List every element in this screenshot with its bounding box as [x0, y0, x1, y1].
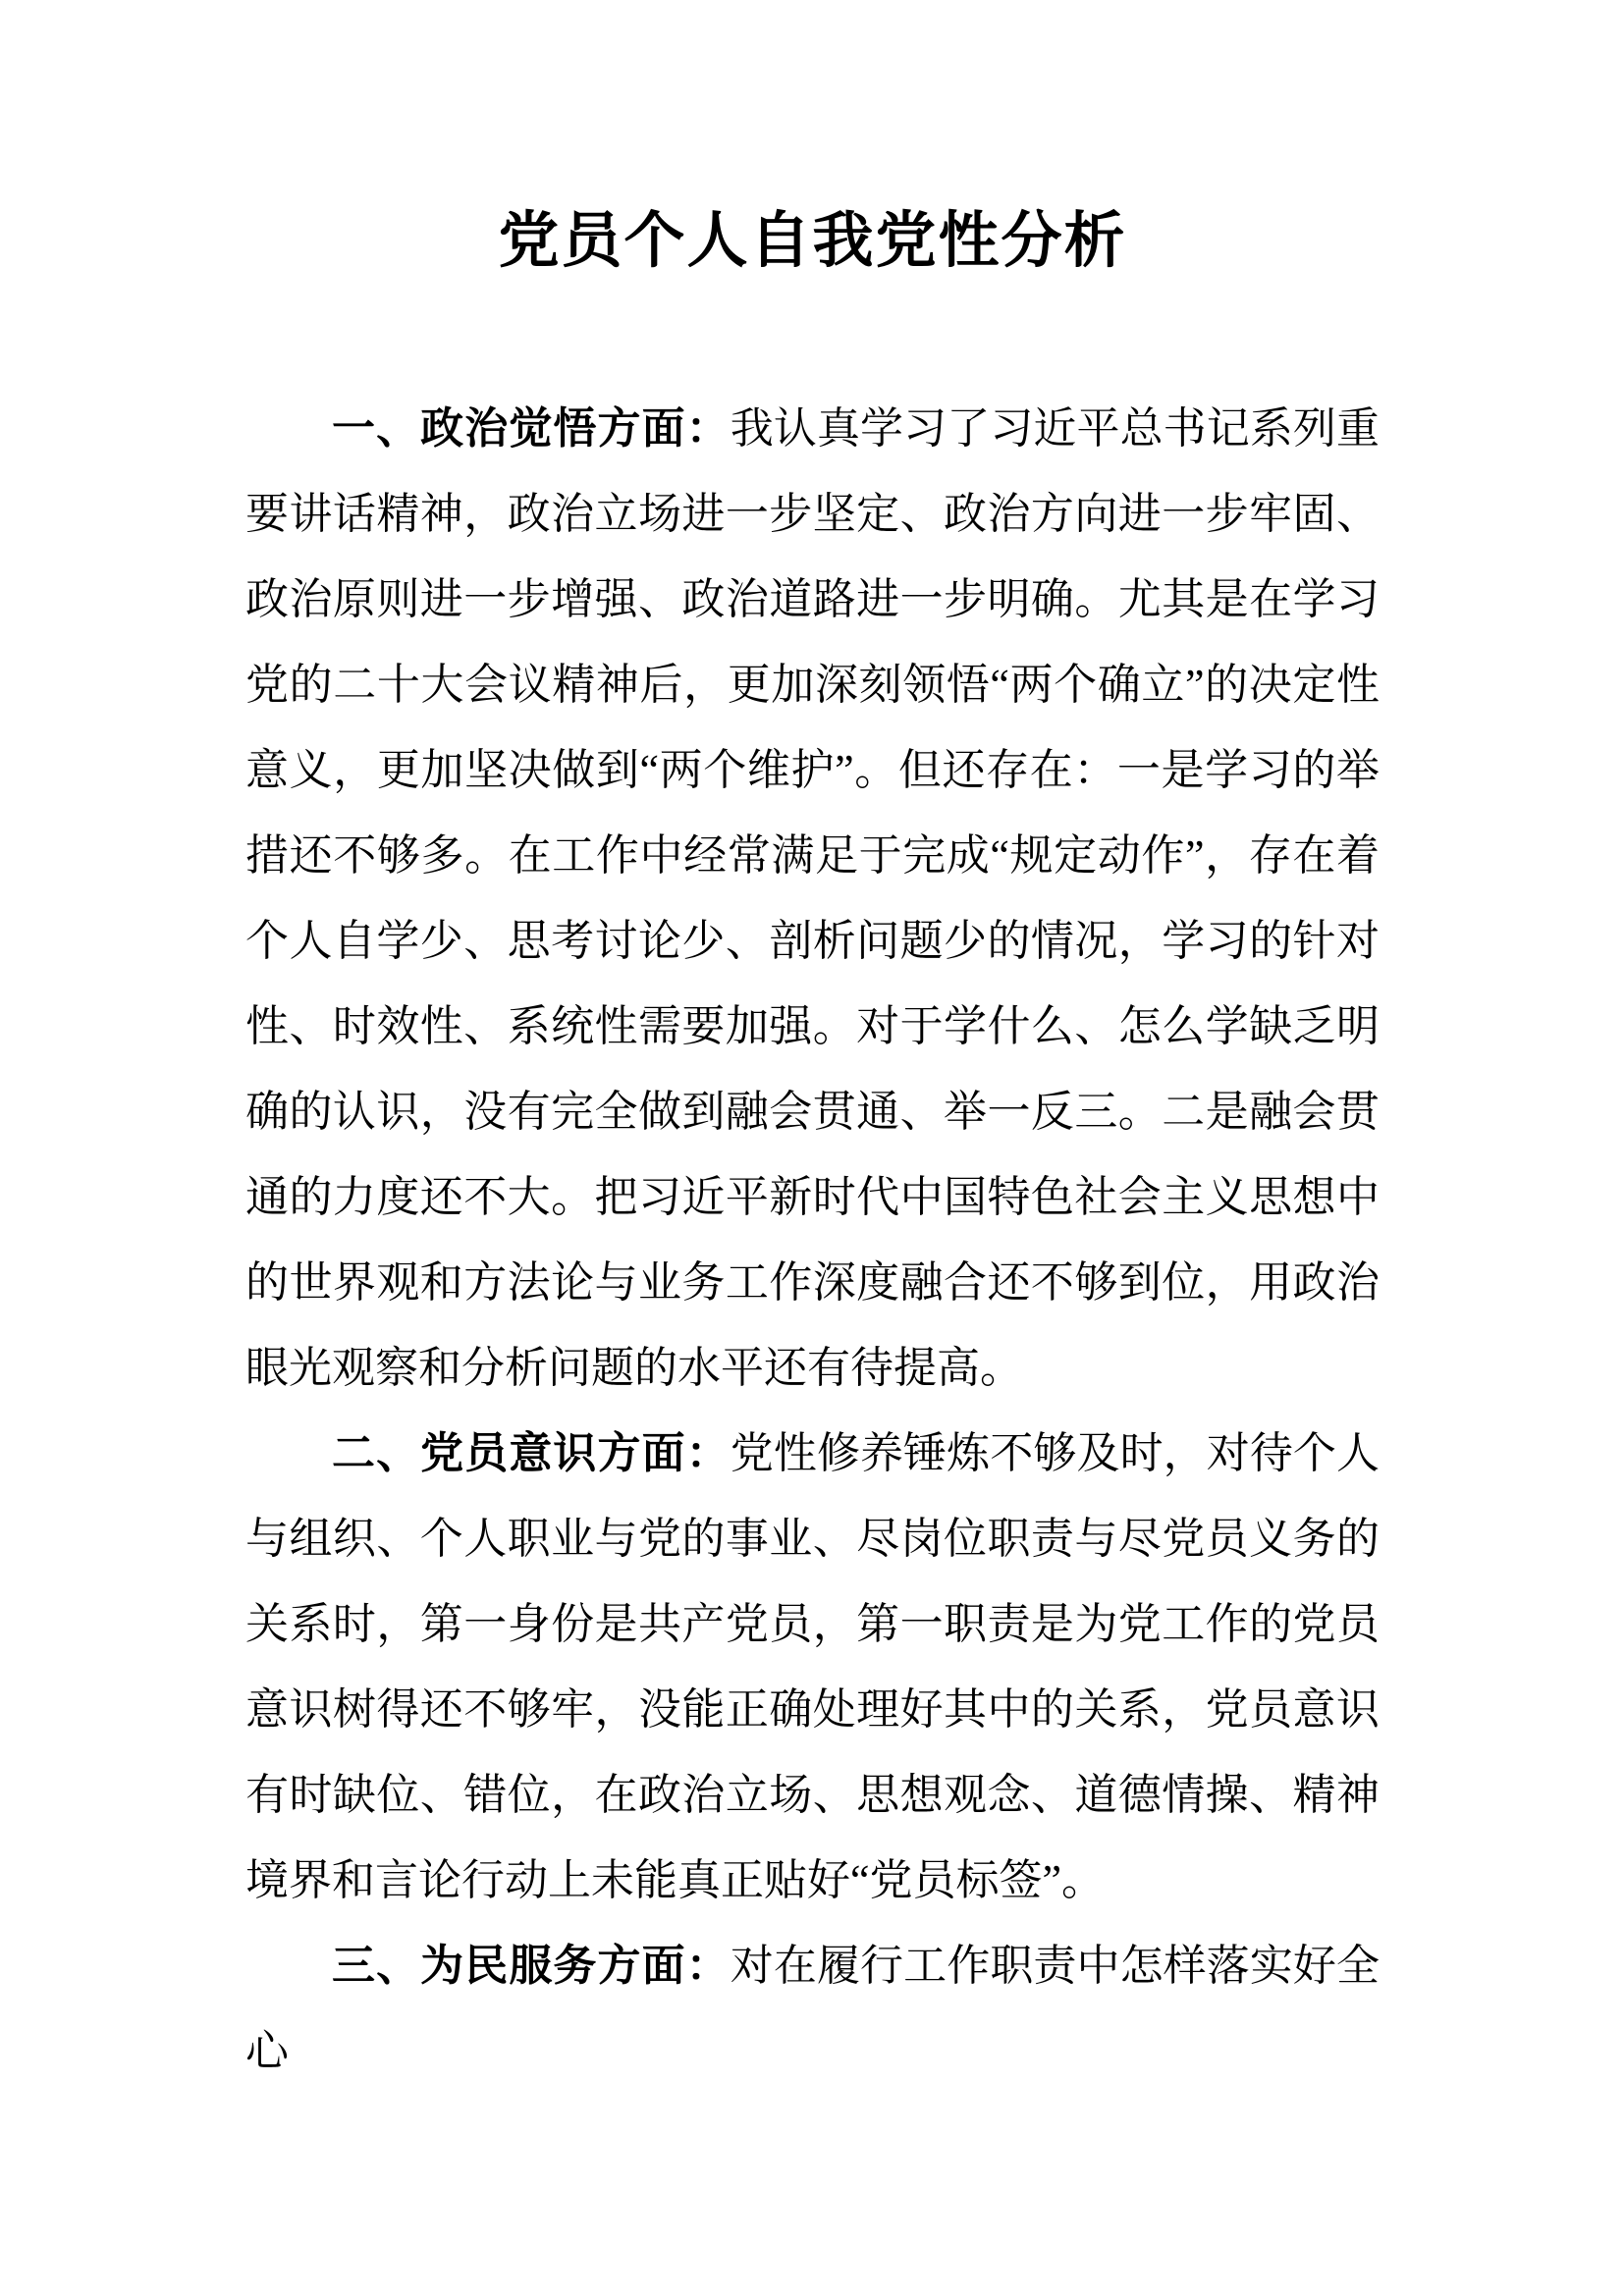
section-body-2: 党性修养锤炼不够及时，对待个人与组织、个人职业与党的事业、尽岗位职责与尽党员义务的关系时，第一身份是共产党员，第一职责是为党工作的党员意识树得还不够牢，没能正确处理好其中的关系，党员意识有时缺位、错位，在政治立场、思想观念、道德情操、精神境界和言论行动上未能真正贴好“党员标签”。 — [245, 1429, 1380, 1904]
section-heading-3: 三、为民服务方面： — [332, 1942, 731, 1990]
section-body-3: 对在履行工作职责中怎样落实好全心 — [245, 1942, 1380, 2075]
paragraph-serving-people — [245, 1923, 1380, 2094]
document-title: 党员个人自我党性分析 — [498, 208, 1127, 275]
section-heading-1: 一、政治觉悟方面： — [332, 404, 731, 453]
section-heading-2: 二、党员意识方面： — [332, 1429, 731, 1477]
paragraph-political-awareness — [245, 386, 1380, 1411]
section-body-1: 我认真学习了习近平总书记系列重要讲话精神，政治立场进一步坚定、政治方向进一步牢固、政治原则进一步增强、政治道路进一步明确。尤其是在学习党的二十大会议精神后，更加深刻领悟“两个确立”的决定性意义，更加坚决做到“两个维护”。但还存在：一是学习的举措还不够多。在工作中经常满足于完成“规定动作”，存在着个人自学少、思考讨论少、剖析问题少的情况，学习的针对性、时效性、系统性需要加强。对于学什么、怎么学缺乏明确的认识，没有完全做到融会贯通、举一反三。二是融会贯通的力度还不大。把习近平新时代中国特色社会主义思想中的世界观和方法论与业务工作深度融合还不够到位，用政治眼光观察和分析问题的水平还有待提高。 — [245, 404, 1380, 1392]
paragraph-party-member-consciousness — [245, 1411, 1380, 1923]
